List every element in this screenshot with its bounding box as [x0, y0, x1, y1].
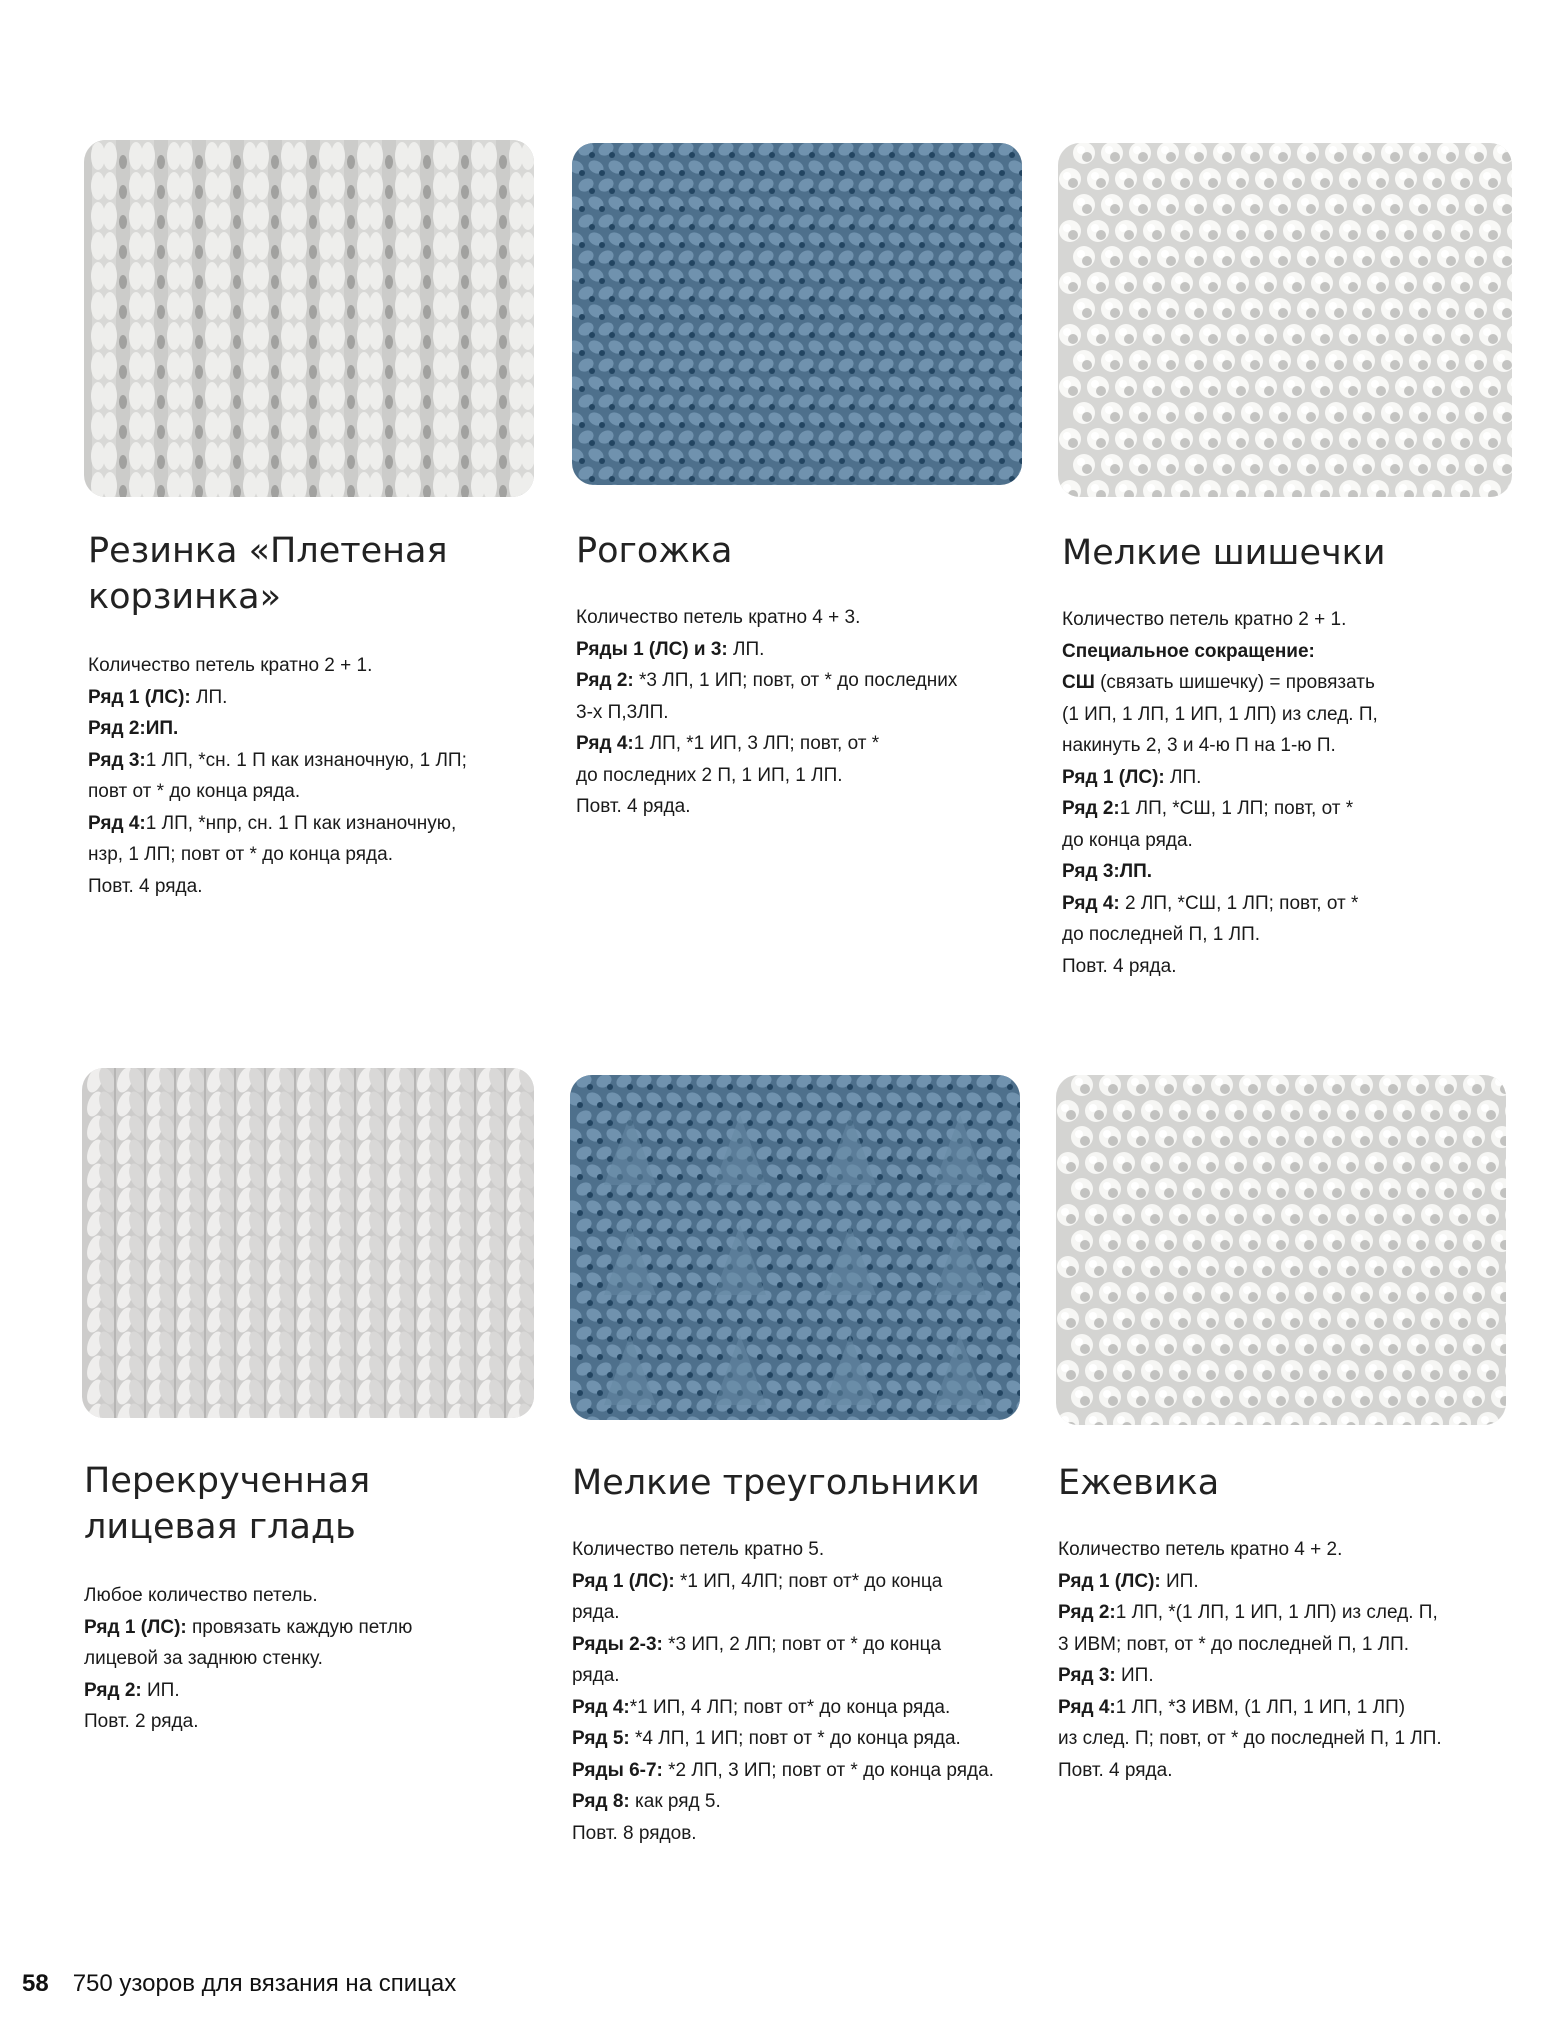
- row-label: Ряд 1 (ЛС):: [1062, 766, 1165, 788]
- row-text: ЛП.: [727, 638, 765, 660]
- instruction-line: [1062, 762, 1512, 794]
- row-text: 3 ИВМ; повт, от * до последней П, 1 ЛП.: [1058, 1633, 1410, 1655]
- swatch-photo-1: [84, 140, 534, 497]
- row-text: 1 ЛП, *1 ИП, 3 ЛП; повт, от *: [633, 733, 880, 754]
- book-title: 750 узоров для вязания на спицах: [72, 1970, 457, 1997]
- pattern-card-5: [572, 1460, 1052, 1849]
- instruction-line: [572, 1723, 1052, 1755]
- row-label: Ряд 2:: [1062, 798, 1120, 819]
- row-label: Ряд 1 (ЛС):: [88, 686, 191, 708]
- instruction-line: [1062, 951, 1512, 983]
- instruction-line: [1062, 604, 1512, 636]
- row-text: *4 ЛП, 1 ИП; повт от * до конца ряда.: [629, 1728, 961, 1749]
- instruction-line: [1058, 1566, 1538, 1598]
- instruction-line: [88, 808, 538, 840]
- row-text: нзр, 1 ЛП; повт от * до конца ряда.: [88, 844, 393, 865]
- row-label: Ряд 4:: [572, 1696, 630, 1718]
- row-label: Ряд 3:: [1058, 1665, 1116, 1686]
- row-label: Ряд 3:: [88, 749, 146, 771]
- instruction-line: [84, 1612, 534, 1644]
- instruction-line: [1058, 1597, 1538, 1629]
- instruction-line: [1062, 793, 1512, 825]
- row-text: лицевой за заднюю стенку.: [84, 1648, 323, 1669]
- row-text: до последних 2 П, 1 ИП, 1 ЛП.: [576, 764, 843, 786]
- row-text: Количество петель кратно 2 + 1.: [88, 655, 373, 676]
- row-text: провязать каждую петлю: [186, 1616, 413, 1638]
- row-text: 1 ЛП, *нпр, сн. 1 П как изнаночную,: [145, 812, 457, 834]
- pattern-title: Резинка «Плетеная корзинка»: [88, 531, 448, 617]
- row-text: ИП.: [1115, 1665, 1154, 1686]
- instruction-line: [572, 1692, 1052, 1724]
- instruction-line: [576, 697, 1026, 729]
- instruction-line: [572, 1629, 1052, 1661]
- row-text: Повт. 8 рядов.: [572, 1822, 697, 1844]
- pattern-instructions: [1058, 1534, 1538, 1786]
- row-text: ЛП.: [190, 686, 228, 708]
- row-text: ряда.: [572, 1665, 620, 1686]
- row-label: СШ: [1062, 672, 1095, 693]
- row-text: Количество петель кратно 5.: [572, 1539, 825, 1560]
- instruction-line: [1062, 636, 1512, 668]
- row-text: 1 ЛП, *сн. 1 П как изнаночную, 1 ЛП;: [145, 749, 467, 771]
- row-text: как ряд 5.: [629, 1791, 721, 1812]
- instruction-line: [572, 1660, 1052, 1692]
- row-label: Ряды 1 (ЛС) и 3:: [576, 638, 728, 660]
- pattern-instructions: [1062, 604, 1512, 982]
- pattern-card-2: [576, 528, 1026, 823]
- row-text: 3-х П,3ЛП.: [576, 701, 669, 723]
- row-text: *2 ЛП, 3 ИП; повт от * до конца ряда.: [662, 1759, 994, 1781]
- instruction-line: [576, 791, 1026, 823]
- instruction-line: [572, 1818, 1052, 1850]
- page-footer: [22, 1970, 456, 1998]
- instruction-line: [576, 634, 1026, 666]
- instruction-line: [84, 1675, 534, 1707]
- instruction-line: [1062, 667, 1512, 699]
- instruction-line: [1062, 730, 1512, 762]
- row-label: Ряд 2:ИП.: [88, 718, 179, 739]
- row-text: Количество петель кратно 2 + 1.: [1062, 609, 1347, 630]
- instruction-line: [576, 665, 1026, 697]
- instruction-line: [576, 602, 1026, 634]
- instruction-line: [88, 713, 538, 745]
- instruction-line: [88, 745, 538, 777]
- pattern-title: Рогожка: [576, 531, 733, 571]
- swatch-photo-5: [570, 1075, 1020, 1420]
- row-text: ИП.: [1160, 1570, 1199, 1592]
- instruction-line: [88, 871, 538, 903]
- row-label: Ряд 1 (ЛС):: [1058, 1570, 1161, 1592]
- row-text: Количество петель кратно 4 + 2.: [1058, 1539, 1343, 1560]
- instruction-line: [84, 1706, 534, 1738]
- row-text: (связать шишечку) = провязать: [1094, 672, 1375, 693]
- pattern-title: Ежевика: [1058, 1463, 1220, 1503]
- knit-texture: [570, 1075, 1020, 1420]
- pattern-title: Мелкие шишечки: [1062, 533, 1386, 573]
- row-label: Ряд 1 (ЛС):: [572, 1570, 675, 1592]
- row-text: 1 ЛП, *СШ, 1 ЛП; повт, от *: [1119, 798, 1354, 819]
- pattern-card-6: [1058, 1460, 1538, 1786]
- instruction-line: [1058, 1723, 1538, 1755]
- row-label: Ряд 4:: [1062, 892, 1120, 914]
- instruction-line: [1058, 1534, 1538, 1566]
- row-text: Повт. 4 ряда.: [576, 796, 691, 817]
- row-text: 1 ЛП, *(1 ЛП, 1 ИП, 1 ЛП) из след. П,: [1115, 1602, 1438, 1623]
- row-label: Ряд 5:: [572, 1728, 630, 1749]
- row-text: 2 ЛП, *СШ, 1 ЛП; повт, от *: [1119, 892, 1359, 914]
- pattern-card-4: [84, 1458, 534, 1738]
- knit-texture: [82, 1068, 534, 1418]
- instruction-line: [572, 1786, 1052, 1818]
- row-text: *1 ИП, 4 ЛП; повт от* до конца ряда.: [629, 1696, 951, 1718]
- row-label: Ряд 2:: [1058, 1602, 1116, 1623]
- row-label: Ряд 3:ЛП.: [1062, 861, 1153, 882]
- row-label: Ряд 1 (ЛС):: [84, 1616, 187, 1638]
- row-text: Повт. 4 ряда.: [88, 875, 203, 897]
- knit-texture: [1056, 1075, 1506, 1425]
- row-text: *3 ИП, 2 ЛП; повт от * до конца: [662, 1633, 942, 1655]
- instruction-line: [1062, 888, 1512, 920]
- knit-texture: [84, 140, 534, 497]
- row-text: Повт. 4 ряда.: [1062, 955, 1177, 977]
- row-text: *3 ЛП, 1 ИП; повт, от * до последних: [633, 670, 958, 691]
- instruction-line: [1058, 1755, 1538, 1787]
- swatch-photo-3: [1058, 143, 1512, 497]
- instruction-line: [1062, 856, 1512, 888]
- row-text: до конца ряда.: [1062, 829, 1193, 851]
- row-text: ИП.: [141, 1679, 180, 1701]
- instruction-line: [88, 682, 538, 714]
- instruction-line: [84, 1580, 534, 1612]
- pattern-title: Перекрученная лицевая гладь: [84, 1461, 371, 1547]
- page-number: 58: [22, 1970, 49, 1997]
- knit-texture: [572, 143, 1022, 485]
- pattern-card-1: [88, 528, 538, 902]
- instruction-line: [572, 1534, 1052, 1566]
- instruction-line: [88, 776, 538, 808]
- row-text: Повт. 4 ряда.: [1058, 1759, 1173, 1781]
- instruction-line: [84, 1643, 534, 1675]
- instruction-line: [1062, 699, 1512, 731]
- swatch-photo-6: [1056, 1075, 1506, 1425]
- row-label: Ряд 4:: [88, 812, 146, 834]
- row-text: Повт. 2 ряда.: [84, 1711, 199, 1732]
- pattern-card-3: [1062, 530, 1512, 982]
- row-label: Ряды 6-7:: [572, 1759, 663, 1781]
- row-label: Ряд 4:: [1058, 1696, 1116, 1718]
- row-label: Ряд 8:: [572, 1791, 630, 1812]
- pattern-title: Мелкие треугольники: [572, 1463, 980, 1503]
- row-label: Ряд 4:: [576, 733, 634, 754]
- swatch-photo-4: [82, 1068, 534, 1418]
- row-label: Ряд 2:: [576, 670, 634, 691]
- instruction-line: [1062, 825, 1512, 857]
- row-text: накинуть 2, 3 и 4-ю П на 1-ю П.: [1062, 735, 1336, 756]
- row-text: *1 ИП, 4ЛП; повт от* до конца: [674, 1570, 943, 1592]
- swatch-photo-2: [572, 143, 1022, 485]
- instruction-line: [1058, 1629, 1538, 1661]
- knit-texture: [1058, 143, 1512, 497]
- instruction-line: [88, 650, 538, 682]
- row-label: Специальное сокращение:: [1062, 640, 1315, 662]
- instruction-line: [572, 1597, 1052, 1629]
- row-text: 1 ЛП, *3 ИВМ, (1 ЛП, 1 ИП, 1 ЛП): [1115, 1696, 1406, 1718]
- row-text: (1 ИП, 1 ЛП, 1 ИП, 1 ЛП) из след. П,: [1062, 703, 1378, 725]
- row-text: ЛП.: [1164, 766, 1202, 788]
- row-label: Ряд 2:: [84, 1679, 142, 1701]
- instruction-line: [88, 839, 538, 871]
- row-text: повт от * до конца ряда.: [88, 781, 301, 802]
- row-text: Любое количество петель.: [84, 1585, 318, 1606]
- instruction-line: [572, 1566, 1052, 1598]
- instruction-line: [1058, 1692, 1538, 1724]
- pattern-instructions: [572, 1534, 1052, 1849]
- instruction-line: [576, 728, 1026, 760]
- pattern-instructions: [84, 1580, 534, 1738]
- row-label: Ряды 2-3:: [572, 1633, 663, 1655]
- pattern-instructions: [88, 650, 538, 902]
- pattern-instructions: [576, 602, 1026, 823]
- row-text: Количество петель кратно 4 + 3.: [576, 607, 861, 628]
- row-text: из след. П; повт, от * до последней П, 1 ЛП.: [1058, 1728, 1442, 1749]
- row-text: до последней П, 1 ЛП.: [1062, 924, 1261, 945]
- row-text: ряда.: [572, 1602, 620, 1623]
- instruction-line: [1062, 919, 1512, 951]
- instruction-line: [1058, 1660, 1538, 1692]
- instruction-line: [572, 1755, 1052, 1787]
- instruction-line: [576, 760, 1026, 792]
